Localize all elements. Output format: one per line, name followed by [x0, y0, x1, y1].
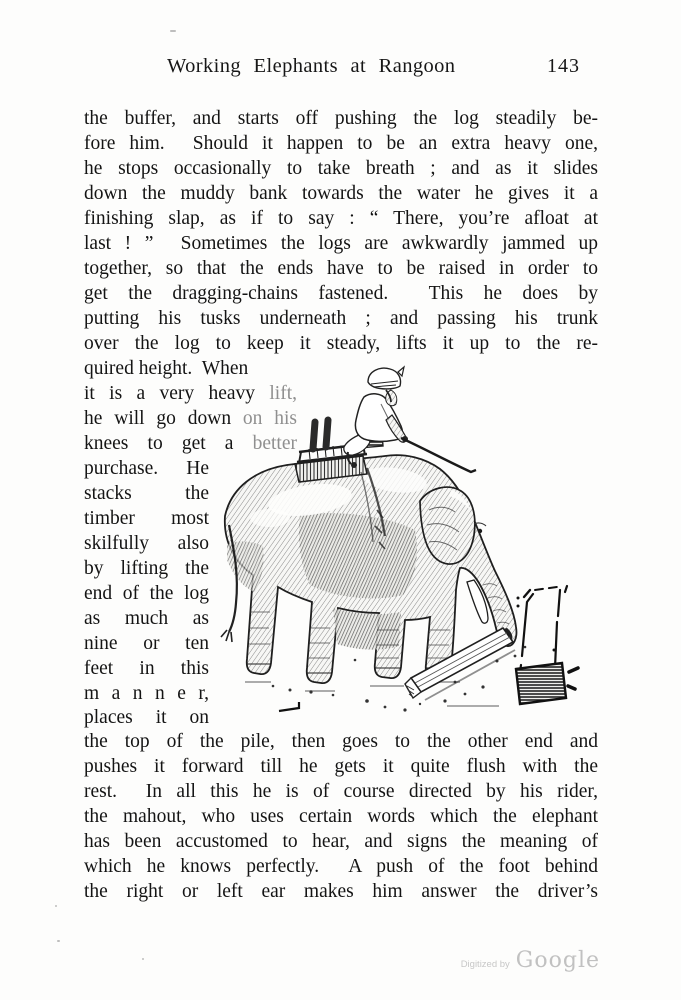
text-line: knees to get a better: [84, 433, 297, 454]
faded-word: on his: [242, 408, 297, 429]
text-line: m a n n e r,: [84, 683, 209, 704]
page-title: Working Elephants at Rangoon: [167, 55, 456, 77]
scan-speck: [55, 905, 57, 907]
google-logo: Google: [515, 948, 600, 973]
text-line: timber most: [84, 508, 209, 529]
text-line: putting his tusks underneath ; and passing his trunk: [84, 308, 598, 329]
text-line: stacks the: [84, 483, 209, 504]
text-line: pushes it forward till he gets it quite flush with the: [84, 756, 598, 777]
text-line: fore him. Should it happen to be an extra heavy one,: [84, 133, 598, 154]
margin-hook-mark: [279, 702, 299, 711]
faded-word: lift,: [269, 383, 297, 404]
text-line: skilfully also: [84, 533, 209, 554]
text-line: last ! ” Sometimes the logs are awkwardly jammed up: [84, 233, 598, 254]
text-line: the buffer, and starts off pushing the log steadily be-: [84, 108, 598, 129]
text-line: as much as: [84, 608, 209, 629]
elephant-eye: [478, 529, 482, 533]
text-line: together, so that the ends have to be raised in order to: [84, 258, 598, 279]
text-line: he stops occasionally to take breath ; and as it slides: [84, 158, 598, 179]
scan-speck: [57, 940, 60, 942]
text-line: nine or ten: [84, 633, 209, 654]
text-line: he will go down on his: [84, 408, 297, 429]
plank-sketch: [516, 586, 578, 704]
page-number: 143: [547, 55, 580, 77]
ground-marks: [245, 682, 499, 706]
text-line: which he knows perfectly. A push of the foot behind: [84, 856, 598, 877]
text-line: has been accustomed to hear, and signs the meaning of: [84, 831, 598, 852]
text-line: it is a very heavy lift,: [84, 383, 297, 404]
text-line: feet in this: [84, 658, 209, 679]
mahout-rider: [344, 367, 408, 468]
elephant-illustration: [215, 360, 585, 715]
text-line: the mahout, who uses certain words which the elephant: [84, 806, 598, 827]
text-line: end of the log: [84, 583, 209, 604]
timber-log: [405, 628, 515, 700]
text-line: quired height. When: [84, 358, 249, 379]
text-line: finishing slap, as if to say : “ There, you’re afloat at: [84, 208, 598, 229]
text-line: by lifting the: [84, 558, 209, 579]
text-line: rest. In all this he is of course directed by his rider,: [84, 781, 598, 802]
scan-speck: [170, 30, 176, 32]
scan-speck: [142, 958, 144, 960]
text-line: the top of the pile, then goes to the other end and: [84, 731, 598, 752]
watermark: [420, 948, 600, 973]
text-line: down the muddy bank towards the water he gives it a: [84, 183, 598, 204]
text-line: places it on: [84, 707, 209, 728]
digitized-by-label: Digitized by: [460, 959, 510, 970]
text-line: the right or left ear makes him answer the driver’s: [84, 881, 598, 902]
text-line: get the dragging-chains fastened. This he does by: [84, 283, 598, 304]
text-line: purchase. He: [84, 458, 209, 479]
faded-word: better: [252, 433, 297, 454]
text-line: over the log to keep it steady, lifts it up to the re-: [84, 333, 598, 354]
